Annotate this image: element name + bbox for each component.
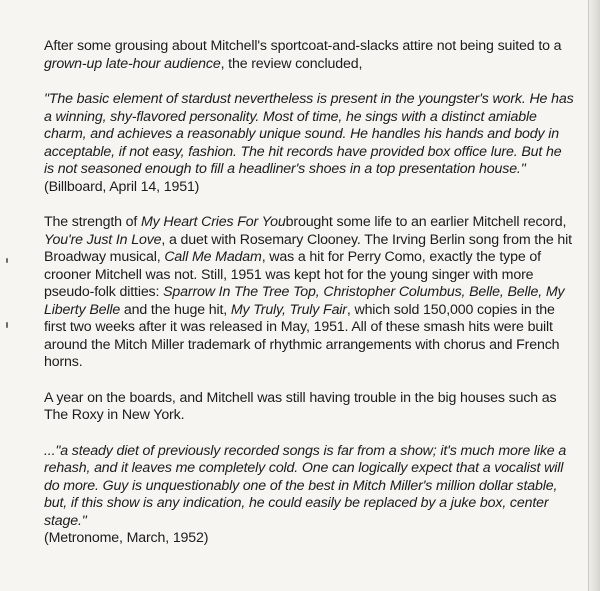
paragraph-roxy: A year on the boards, and Mitchell was still having trouble in the big houses such as The Roxy in New York. [44,389,557,423]
page-edge [588,0,600,591]
musical-title-call-me-madam: Call Me Madam [164,249,262,265]
strength-text-4: , was a hit for Perry Como, exactly the type of crooner Mitchell was not. Still, 1951 was kept hot for the young singer with more pseudo-folk ditties: [44,249,541,300]
song-title-youre-just-in-love: You're Just In Love [44,231,162,248]
strength-text-3: , a duet with Rosemary Clooney. The Irving Berlin song from the hit Broadway musical, [44,231,572,265]
page-edge-line [588,0,589,591]
metronome-citation: (Metronome, March, 1952) [44,530,209,546]
document-body [44,38,574,566]
intro-italic-phrase: grown-up late-hour audience [44,55,221,72]
strength-text-6: , which sold 150,000 copies in the first two weeks after it was released in May, 1951. All of these smash hits were built around the Mitch Miller trademark of rhythmic arrangements with chorus and French horns. [44,301,560,370]
intro-text: After some grousing about Mitchell's sportcoat-and-slacks attire not being suited to a [44,38,562,54]
margin-mark [6,258,8,263]
song-titles-folk-ditties: Sparrow In The Tree Top, Christopher Columbus, Belle, Belle, My Liberty Belle [44,284,565,318]
strength-text-5: and the huge hit, [120,301,231,318]
strength-text-2: brought some life to an earlier Mitchell record, [285,214,567,230]
paragraph-strength [44,214,574,372]
paragraph-intro [44,38,574,73]
song-title-my-truly-truly-fair: My Truly, Truly Fair [230,301,347,318]
strength-text-1: The strength of [44,214,141,230]
billboard-quote: "The basic element of stardust nevertheless is present in the youngster's work. He has a winning, shy-flavored personality. Most of time, he sings with a distinct amiable charm, and achieves a reasonably unique sound. He handles his hands and body in acceptable, if not easy, fashion. The hit records have provided box office lure. But he is not seasoned enough to fill a headliner's shoes in a top presentation house." [44,91,574,177]
billboard-citation: (Billboard, April 14, 1951) [44,178,200,195]
margin-mark [6,322,8,328]
intro-text-end: , the review concluded, [220,55,363,72]
song-title-my-heart-cries: My Heart Cries For You [140,214,286,230]
metronome-quote: ..."a steady diet of previously recorded songs is far from a show; it's much more like a rehash, and it leaves me completely cold. One can logically expect that a vocalist will do more. Guy is unquestionably one of the best in Mitch Miller's million dollar stable, but, if this show is any indication, he could easily be replaced by a juke box, center stage." [44,442,567,529]
